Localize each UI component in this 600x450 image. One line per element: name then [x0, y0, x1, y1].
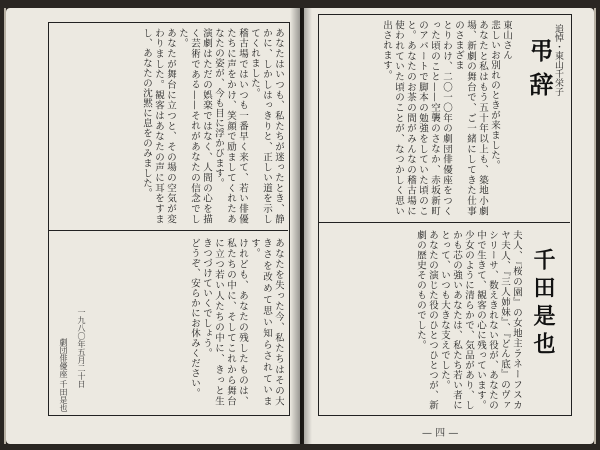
left-lower-paragraph-3: どうぞ、安らかにお休みください。 — [189, 238, 200, 398]
left-upper-paragraph-2: 稽古場ではいつも一番早く来て、若い俳優たちに声をかけ、笑顔で励ましてくれたあなたの姿が、今も目に浮かびます。 — [213, 28, 248, 224]
left-upper-paragraph-1: あなたはいつも、私たちが迷ったとき、静かに、しかしはっきりと、正しい道を示してくれました。 — [249, 28, 284, 224]
right-page — [304, 8, 594, 444]
memorial-subtitle: 追悼・東山千栄子 — [553, 24, 563, 96]
right-lower-paragraph-2: 少女のように清らかで、気品があり、しかも芯の強いあなたは、私たち若い者にとって、いつも大きな支えでした。 — [439, 230, 474, 410]
left-lower-paragraph-2: けれども、あなたの残したものは、私たちの中に、そしてこれから舞台に立つ若い人たちの中に、きっと生きつづけていくでしょう。 — [201, 238, 248, 406]
left-upper-paragraph-3: 演劇はただの娯楽ではなく、人間の心を描く芸術である——それがあなたの信念でした。 — [177, 28, 212, 224]
left-page-edge — [4, 8, 6, 444]
right-upper-text — [326, 20, 512, 216]
right-column-rule — [318, 222, 570, 223]
left-lower-text — [88, 238, 284, 406]
right-upper-paragraph-3: あなたと私はもう五十年以上も、築地小劇場、新劇の舞台で、ご一緒にしてきた仕事のさまざま — [453, 20, 488, 216]
page-number: — 四 — — [422, 428, 459, 439]
eulogy-title: 弔辞 — [525, 38, 554, 106]
left-upper-text — [56, 28, 284, 224]
left-upper-paragraph-4: あなたが舞台に立つと、その場の空気が変わりました。観客はあなたの声に耳をすまし、あなたの沈黙に息をのみました。 — [141, 28, 176, 224]
left-lower-paragraph-1: あなたを失った今、私たちはその大きさを改めて思い知らされています。 — [249, 238, 284, 406]
closing-date: 一九八〇年五月二十日 — [77, 308, 86, 388]
right-page-edge — [594, 8, 596, 444]
right-upper-paragraph-2: 悲しいお別れのときが来ました。 — [489, 20, 500, 170]
right-upper-paragraph-1: 東山さん — [501, 20, 512, 60]
left-page — [6, 8, 300, 444]
right-lower-paragraph-3: あなたの演じた役のひとつひとつが、新劇の歴史そのものでした。 — [415, 230, 438, 410]
book-gutter — [290, 8, 312, 444]
closing-signature-group: 劇団俳優座 — [59, 338, 68, 378]
closing-signature-name: 千田是也 — [59, 380, 68, 412]
left-column-rule — [48, 230, 288, 231]
author-name: 千田是也 — [530, 248, 556, 360]
right-lower-text — [326, 230, 522, 410]
right-upper-paragraph-4: とりわけ、二〇一〇年の劇団俳優座をつくった頃のこと——空襲のさなか、赤坂新町のアパートで脚本の勉強をしていた頃のこと。あなたのお茶の間がみんなの稽古場に使われていた頃のことが、なつかしく思い出されます。 — [381, 20, 452, 216]
right-lower-paragraph-1: 夫人、『桜の園』の女地主ラネーフスカヤ夫人、『三人姉妹』、『どん底』のヴァシリーサ、数えきれない役が、あなたの中で生きて、観客の心に残っています。 — [475, 230, 522, 410]
